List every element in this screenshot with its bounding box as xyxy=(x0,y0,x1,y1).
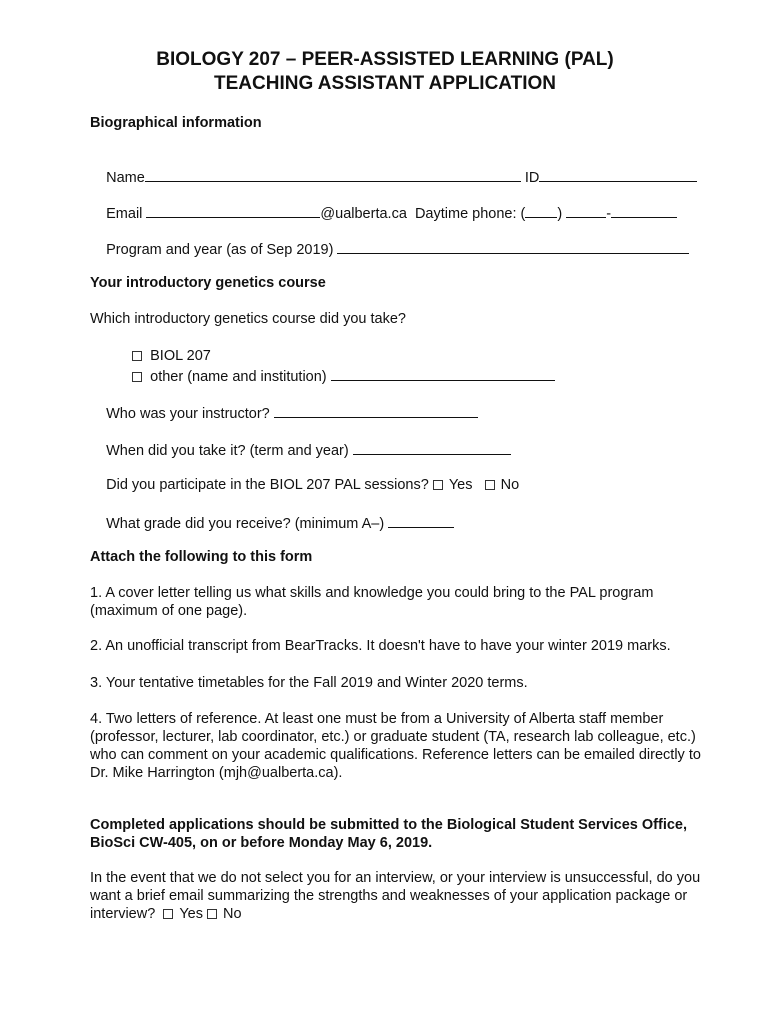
form-title-line1: BIOLOGY 207 – PEER-ASSISTED LEARNING (PAL) xyxy=(156,49,614,70)
name-field[interactable] xyxy=(145,167,521,182)
instructor-question: Who was your instructor? xyxy=(106,406,270,422)
feedback-question: In the event that we do not select you for an interview, or your interview is unsuccessful, do you want a brief email summarizing the strengths and weaknesses of your application package or interview? xyxy=(90,870,701,922)
attach-item-4: 4. Two letters of reference. At least one must be from a University of Alberta staff member (professor, lecturer, lab coordinator, etc.) or graduate student (TA, research lab colleague, etc.) who can comment on your academic qualifications. Reference letters can be emailed directly to Dr. Mike Harrington (mjh@ualberta.ca). xyxy=(90,711,701,781)
email-label: Email xyxy=(106,206,143,222)
grade-row xyxy=(90,495,454,551)
email-domain: @ualberta.ca xyxy=(320,206,407,222)
program-label: Program and year (as of Sep 2019) xyxy=(106,242,334,258)
feedback-no-label: No xyxy=(223,906,242,922)
grade-question: What grade did you receive? (minimum A–) xyxy=(106,516,385,532)
attach-heading: Attach the following to this form xyxy=(90,549,313,565)
when-field[interactable] xyxy=(353,440,511,455)
pal-yes-checkbox[interactable] xyxy=(433,480,443,490)
grade-field[interactable] xyxy=(388,513,454,528)
id-field[interactable] xyxy=(539,167,697,182)
feedback-paragraph xyxy=(90,869,720,923)
feedback-no-checkbox[interactable] xyxy=(207,909,217,919)
attach-item-1: 1. A cover letter telling us what skills and knowledge you could bring to the PAL program (maximum of one page). xyxy=(90,585,654,619)
feedback-yes-checkbox[interactable] xyxy=(163,909,173,919)
instructor-field[interactable] xyxy=(274,403,478,418)
bio-heading: Biographical information xyxy=(90,115,262,131)
name-label: Name xyxy=(106,170,145,186)
phone-label: Daytime phone: ( xyxy=(414,206,526,222)
phone-line-field[interactable] xyxy=(611,203,677,218)
phone-dash: - xyxy=(606,206,612,222)
other-course-field[interactable] xyxy=(331,366,555,381)
pal-question: Did you participate in the BIOL 207 PAL sessions? xyxy=(106,477,429,493)
email-field[interactable] xyxy=(146,203,320,218)
which-course-question: Which introductory genetics course did you take? xyxy=(90,311,406,327)
pal-yes-label: Yes xyxy=(448,477,473,493)
feedback-yes-label: Yes xyxy=(179,906,203,922)
pal-no-checkbox[interactable] xyxy=(485,480,495,490)
other-course-checkbox[interactable] xyxy=(132,372,142,382)
program-row xyxy=(90,221,689,277)
option-biol207-label: BIOL 207 xyxy=(150,348,211,364)
phone-close-paren: ) xyxy=(557,206,563,222)
genetics-heading: Your introductory genetics course xyxy=(90,275,326,291)
id-label: ID xyxy=(524,170,540,186)
pal-no-label: No xyxy=(500,477,520,493)
submission-notice: Completed applications should be submitted to the Biological Student Services Office, BioSci CW-405, on or before Monday May 6, 2019. xyxy=(90,817,687,851)
phone-prefix-field[interactable] xyxy=(566,203,606,218)
form-title-line2: TEACHING ASSISTANT APPLICATION xyxy=(214,73,556,94)
phone-area-field[interactable] xyxy=(525,203,557,218)
attach-item-2: 2. An unofficial transcript from BearTracks. It doesn't have to have your winter 2019 marks. xyxy=(90,638,671,654)
when-question: When did you take it? (term and year) xyxy=(106,443,349,459)
option-other-label: other (name and institution) xyxy=(150,369,327,385)
program-field[interactable] xyxy=(337,239,689,254)
attach-item-3: 3. Your tentative timetables for the Fall 2019 and Winter 2020 terms. xyxy=(90,675,528,691)
